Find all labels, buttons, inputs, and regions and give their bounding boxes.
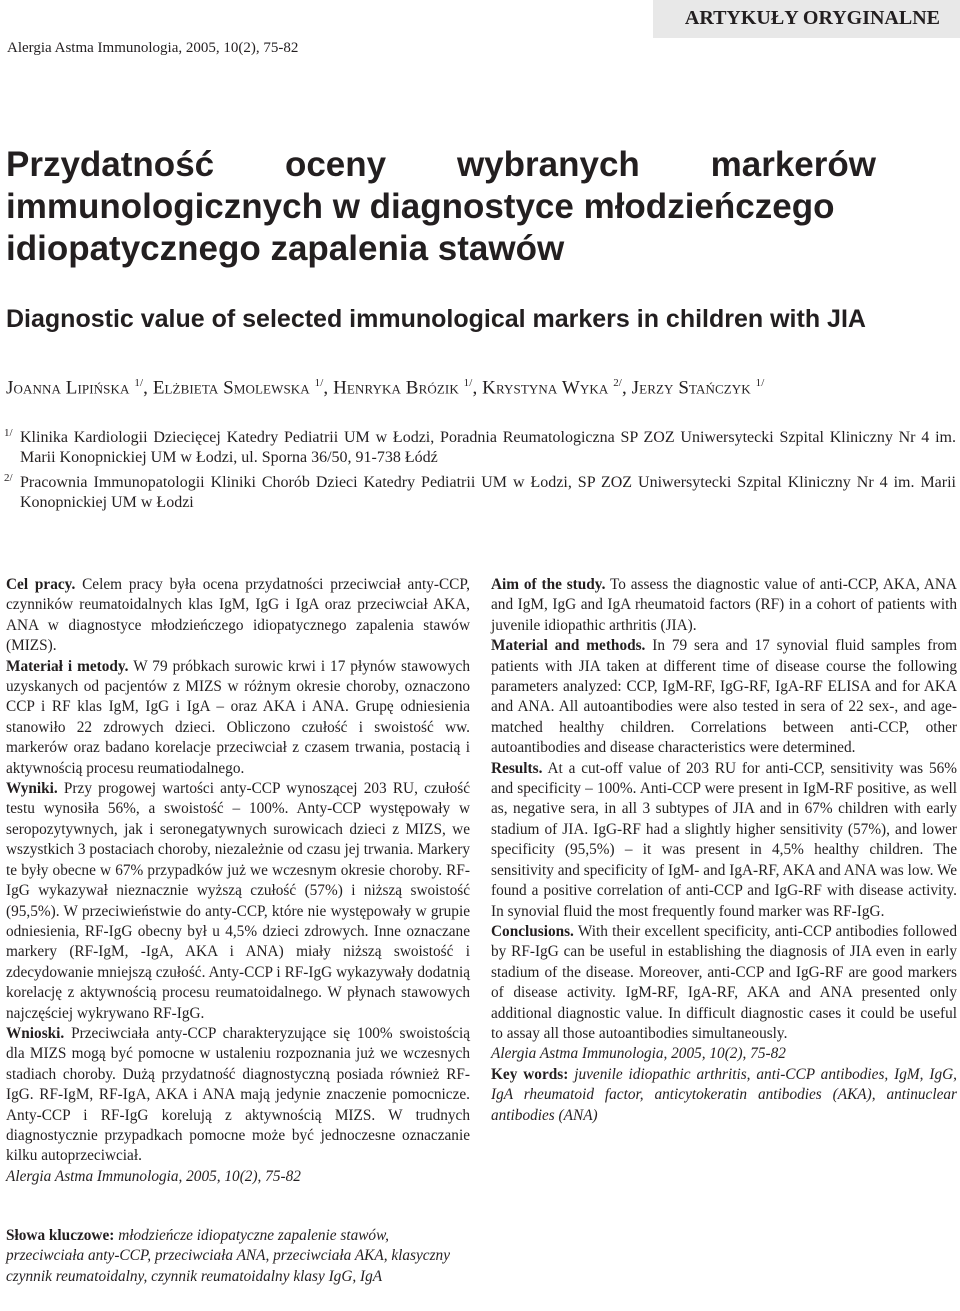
keywords-polish (6, 1226, 470, 1287)
keywords-text: juvenile idiopathic arthritis, anti-CCP antibodies, IgM, IgG, IgA rheumatoid factor, anticytokeratin antibodies (AKA), antinuclear antibodies (ANA) (491, 1065, 957, 1124)
journal-reference: Alergia Astma Immunologia, 2005, 10(2), 75-82 (7, 40, 299, 56)
section-text: With their excellent specificity, anti-CCP antibodies followed by RF-IgG can be useful in establishing the diagnosis of JIA even in early stadium of the disease. Moreover, anti-CCP and IgG-RF are good markers of disease activity. IgM-RF, IgA-RF, AKA and ANA presented only additional diagnostic value. In difficult diagnostic cases it could be useful to assay all those autoantibodies simultaneously. (491, 922, 957, 1042)
abstract-results (6, 779, 470, 1024)
author-affiliation-mark: 1/ (314, 377, 324, 389)
article-title-polish (6, 144, 876, 270)
section-label: Wyniki. (6, 780, 58, 798)
keywords-english (491, 1065, 957, 1126)
keywords-text: młodzieńcze idiopatyczne zapalenie stawów, przeciwciała anty-CCP, przeciwciała ANA, przeciwciała AKA, klasyczny czynnik reumatoidalny, czynnik reumatoidalny klasy IgG, IgA (6, 1227, 450, 1285)
section-label: Cel pracy. (6, 576, 76, 593)
abstract-aim (491, 575, 957, 636)
abstract-polish (6, 575, 470, 1187)
section-label: Conclusions. (491, 922, 574, 940)
section-text: To assess the diagnostic value of anti-CCP, AKA, ANA and IgM, IgG and IgA rheumatoid factors (RF) in a cohort of patients with juvenile idiopathic arthritis (JIA). (491, 576, 957, 634)
abstract-citation: Alergia Astma Immunologia, 2005, 10(2), 75-82 (6, 1167, 301, 1185)
section-label: Material and methods. (491, 637, 646, 655)
author-affiliation-mark: 1/ (463, 377, 473, 389)
section-text: In 79 sera and 17 synovial fluid samples from patients with JIA taken at different time of disease course the following parameters analyzed: CCP, IgM-RF, IgG-RF, IgA-RF ELISA and for AKA and ANA. All autoantibodies were also tested in sera of 22 sex-, and age-matched healthy children. Correlations between anti-CCP, other autoantibodies and disease characteristics were determined. (491, 637, 957, 757)
abstract-citation: Alergia Astma Immunologia, 2005, 10(2), 75-82 (491, 1045, 786, 1063)
section-label: Materiał i metody. (6, 657, 129, 675)
abstract-methods (6, 657, 470, 779)
author-name: Jerzy Stańczyk (631, 377, 751, 399)
abstract-methods (491, 636, 957, 758)
affiliation-mark: 1/ (4, 427, 13, 439)
author-name: Krystyna Wyka (482, 377, 609, 399)
affiliation-2 (4, 472, 956, 513)
section-label: Results. (491, 759, 543, 777)
author-affiliation-mark: 1/ (755, 377, 765, 389)
title-line-1: Przydatność oceny wybranych markerów (6, 145, 876, 184)
section-label: Wnioski. (6, 1024, 65, 1042)
section-text: W 79 próbkach surowic krwi i 17 płynów stawowych uzyskanych od pacjentów z MIZS w różnym okresie choroby, oznaczono CCP i RF klas IgM, IgG i IgA – oraz AKA i ANA. Grupę odniesienia stanowiło 22 zdrowych dzieci. Obliczono czułość i swoistość ww. markerów oraz badano korelacje przeciwciał z czasem trwania, postacią i aktywnością procesu reumatiodalnego. (6, 657, 470, 777)
affiliation-1 (4, 427, 956, 468)
affiliation-mark: 2/ (4, 472, 13, 484)
abstract-conclusions (6, 1024, 470, 1167)
title-line-3: idiopatycznego zapalenia stawów (6, 229, 565, 268)
section-text: Celem pracy była ocena przydatności przeciwciał anty-CCP, czynników reumatoidalnych klas IgM, IgG i IgA oraz przeciwciał AKA, ANA w diagnostyce młodzieńczego idiopatycznego zapalenia stawów (MIZS). (6, 576, 470, 655)
author-affiliation-mark: 1/ (134, 377, 144, 389)
article-title-english: Diagnostic value of selected immunological markers in children with JIA (6, 305, 866, 333)
section-text: Przeciwciała anty-CCP charakteryzujące się 100% swoistością dla MIZS mogą być pomocne w ustaleniu rozpoznania już we wczesnych stadiach choroby. Dużą przydatność diagnostyczną posiada również RF-IgG. RF-IgM, RF-IgA, AKA i ANA mają jedynie znaczenie pomocnicze. Anty-CCP i RF-IgG korelują z aktywnością MIZS. W trudnych diagnostycznie przypadkach pomocne może być jednoczesne oznaczanie kilku autoprzeciwciał. (6, 1024, 471, 1165)
author-name: Elżbieta Smolewska (152, 377, 310, 399)
section-text: At a cut-off value of 203 RU for anti-CCP, sensitivity was 56% and specificity – 100%. Anti-CCP were present in IgM-RF positive, as well as, negative sera, in all 3 subtypes of JIA and in 67% children with early stadium of JIA. IgG-RF had a slightly higher sensitivity (57%), and lower specificity (95,5%) – it was present in 4,5% healthy children. The sensitivity and specificity of IgM- and IgA-RF, AKA and ANA was low. We found a positive correlation of anti-CCP and IgG-RF with disease activity. In synovial fluid the most frequently found marker was RF-IgG. (491, 759, 957, 920)
section-label: ARTYKUŁY ORYGINALNE (653, 0, 960, 38)
author-name: Henryka Brózik (333, 377, 459, 399)
affiliation-text: Klinika Kardiologii Dziecięcej Katedry Pediatrii UM w Łodzi, Poradnia Reumatologiczna SP ZOZ Uniwersytecki Szpital Kliniczny Nr 4 im. Marii Konopnickiej UM w Łodzi, ul. Sporna 36/50, 91-738 Łódź (20, 429, 956, 466)
abstract-results (491, 759, 957, 922)
abstract-conclusions (491, 922, 957, 1044)
section-label: Aim of the study. (491, 576, 606, 593)
keywords-label: Key words: (491, 1065, 569, 1083)
keywords-label: Słowa kluczowe: (6, 1227, 115, 1244)
author-name: Joanna Lipińska (6, 377, 130, 399)
author-affiliation-mark: 2/ (613, 377, 622, 389)
affiliation-text: Pracownia Immunopatologii Kliniki Chorób Dzieci Katedry Pediatrii UM w Łodzi, SP ZOZ Uniwersytecki Szpital Kliniczny Nr 4 im. Marii Konopnickiej UM w Łodzi (20, 474, 956, 511)
author-list: Joanna Lipińska $^{1/}$, Elżbieta Smolewska $^{1/}$, Henryka Brózik $^{1/}$, Krystyna Wyka $^{2/}$, Jerzy Stańczyk $^{1/}$ (6, 377, 765, 399)
abstract-english (491, 575, 957, 1126)
section-text: Przy progowej wartości anty-CCP wynoszącej 203 RU, czułość testu wynosiła 56%, a swoistość – 100%. Anty-CCP występowały w seropozytywnych, jak i seronegatywnych surowicach dzieci z MIZS, we wszystkich 3 postaciach choroby, niezależnie od czasu jej trwania. Markery te były obecne w 67% przypadków już we wczesnym okresie choroby. RF-IgG wykazywał nieznacznie wyższą czułość (57%) i niższą swoistość (95,5%). W przeciwieństwie do anty-CCP, które nie występowały w grupie odniesienia, RF-IgG obecny był u 4,5% dzieci zdrowych. Inne oznaczane markery (RF-IgM, -IgA, AKA i ANA) miały niższą swoistość i zdecydowanie mniejszą czułość. Anty-CCP i RF-IgG wykazywały dodatnią korelację z aktywnością procesu reumatoidalnego. W płynach stawowych najczęściej wykrywano RF-IgG. (6, 780, 470, 1022)
abstract-aim (6, 575, 470, 657)
title-line-2: immunologicznych w diagnostyce młodzieńczego (6, 187, 835, 226)
